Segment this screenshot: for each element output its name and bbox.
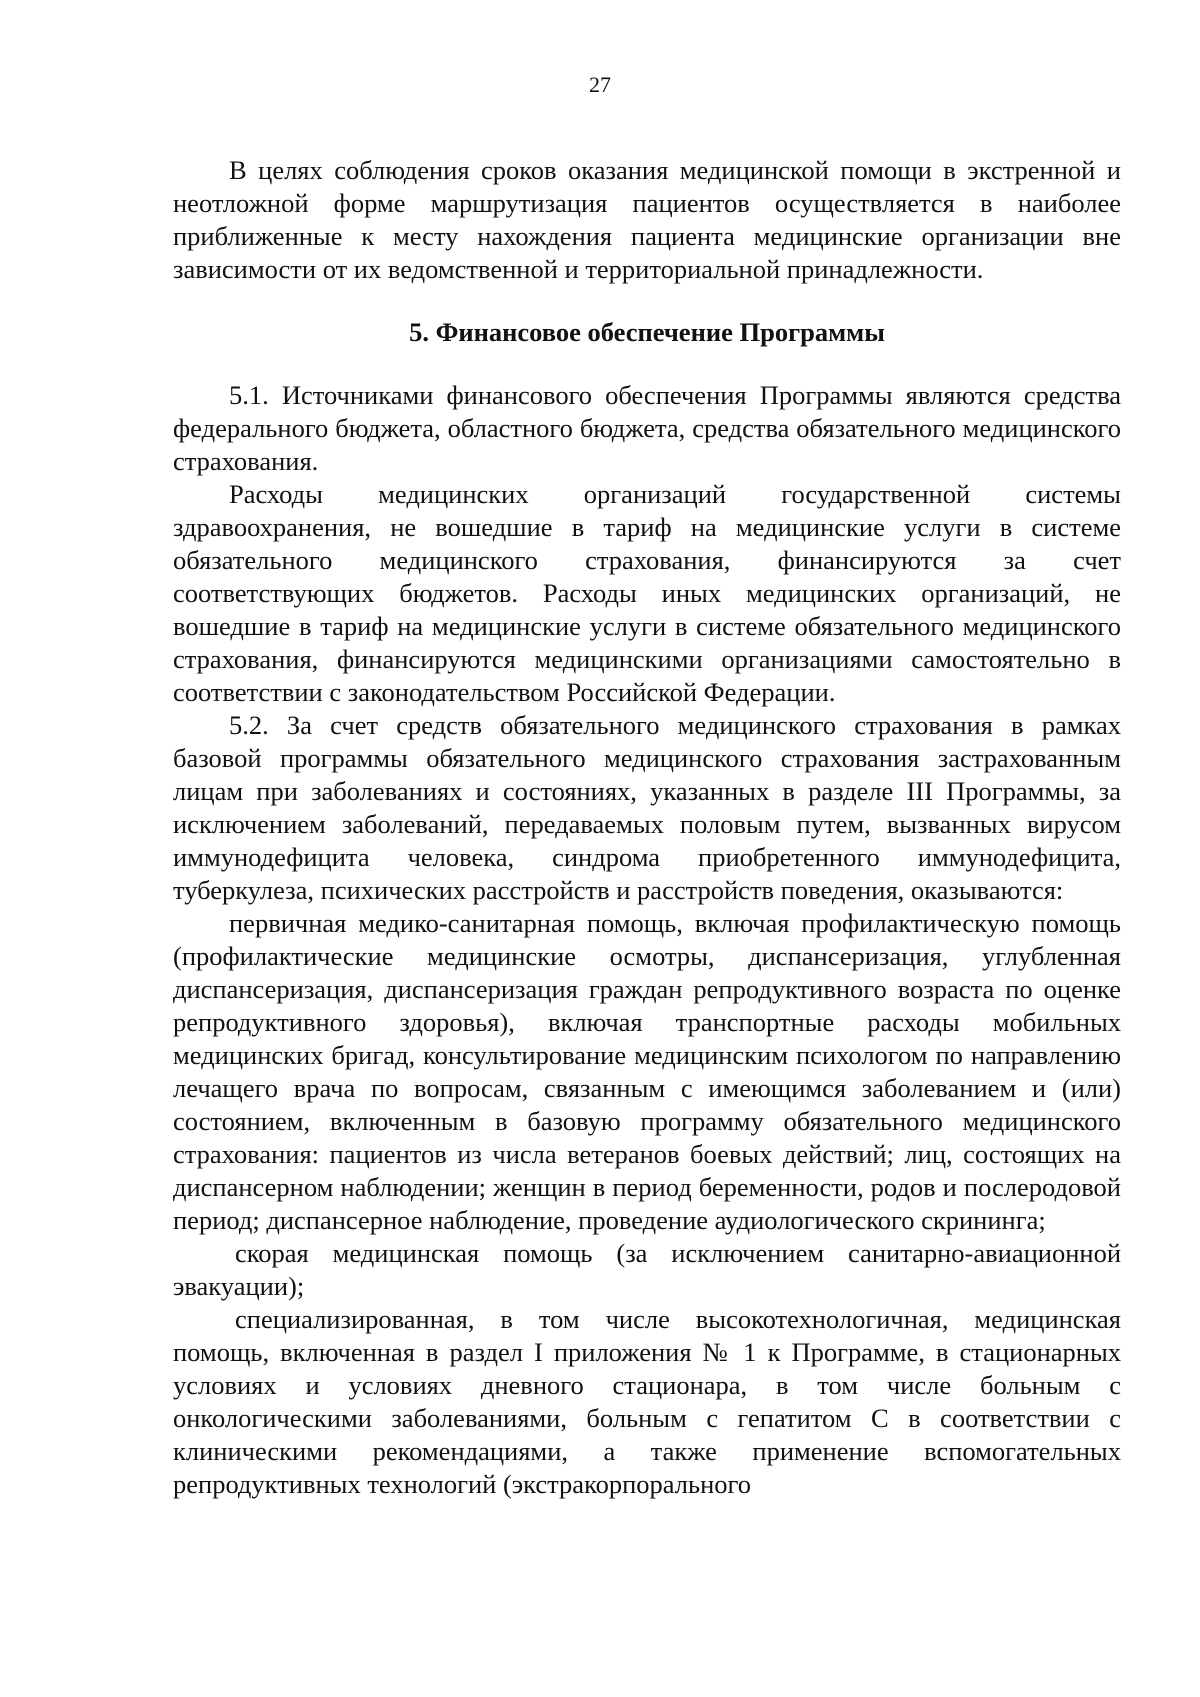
page-number: 27 [589,72,611,97]
paragraph-primary-care: первичная медико-санитарная помощь, включая профилактическую помощь (профилактические медицинские осмотры, диспансеризация, углубленная диспансеризация, диспансеризация граждан репродуктивного возраста по оценке репродуктивного здоровья), включая транспортные расходы мобильных медицинских бригад, консультирование медицинским психологом по направлению лечащего врача по вопросам, связанным с имеющимся заболеванием и (или) состоянием, включенным в базовую программу обязательного медицинского страхования: пациентов из числа ветеранов боевых действий; лиц, состоящих на диспансерном наблюдении; женщин в период беременности, родов и послеродовой период; диспансерное наблюдение, проведение аудиологического скрининга; [173,908,1121,1235]
paragraph-emergency-care: скорая медицинская помощь (за исключением санитарно-авиационной эвакуации); [173,1238,1121,1301]
paragraph-expenses: Расходы медицинских организаций государственной системы здравоохранения, не вошедшие в тариф на медицинские услуги в системе обязательного медицинского страхования, финансируются за счет соответствующих бюджетов. Расходы иных медицинских организаций, не вошедшие в тариф на медицинские услуги в системе обязательного медицинского страхования, финансируются медицинскими организациями самостоятельно в соответствии с законодательством Российской Федерации. [173,479,1121,707]
paragraph-specialized-care: специализированная, в том числе высокотехнологичная, медицинская помощь, включенная в раздел I приложения № 1 к Программе, в стационарных условиях и условиях дневного стационара, в том числе больным с онкологическими заболеваниями, больным с гепатитом C в соответствии с клиническими рекомендациями, а также применение вспомогательных репродуктивных технологий (экстракорпорального [173,1304,1121,1499]
document-body [173,154,1121,1501]
intro-paragraph: В целях соблюдения сроков оказания медицинской помощи в экстренной и неотложной форме маршрутизация пациентов осуществляется в наиболее приближенные к месту нахождения пациента медицинские организации вне зависимости от их ведомственной и территориальной принадлежности. [173,155,1121,284]
paragraph-5-2: 5.2. За счет средств обязательного медицинского страхования в рамках базовой программы обязательного медицинского страхования застрахованным лицам при заболеваниях и состояниях, указанных в разделе III Программы, за исключением заболеваний, передаваемых половым путем, вызванных вирусом иммунодефицита человека, синдрома приобретенного иммунодефицита, туберкулеза, психических расстройств и расстройств поведения, оказываются: [173,710,1121,905]
paragraph-5-1: 5.1. Источниками финансового обеспечения Программы являются средства федерального бюджета, областного бюджета, средства обязательного медицинского страхования. [173,380,1121,476]
section-heading: 5. Финансовое обеспечение Программы [409,317,885,347]
